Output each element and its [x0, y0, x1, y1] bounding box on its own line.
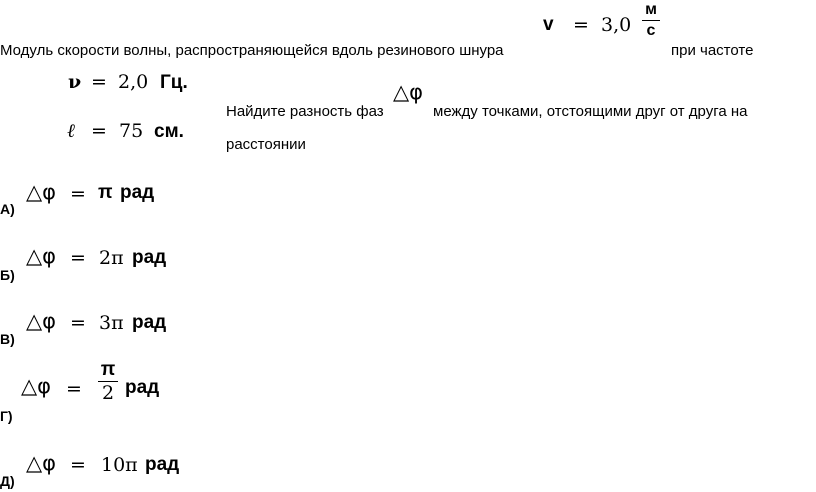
option-g-label: Г): [0, 408, 13, 424]
option-g-lhs: △φ: [21, 374, 52, 398]
option-b-equals: =: [70, 247, 86, 269]
speed-variable: v: [543, 14, 554, 35]
option-a-lhs: △φ: [26, 180, 57, 204]
option-g-unit: рад: [125, 377, 160, 398]
option-d-label: Д): [0, 473, 15, 489]
option-v-equals: =: [70, 312, 86, 334]
option-g-equals: =: [66, 378, 82, 400]
speed-equals: =: [573, 14, 589, 36]
option-a-label: А): [0, 201, 15, 217]
option-v-label: В): [0, 331, 15, 347]
frequency-variable: ν: [68, 71, 82, 93]
option-g-fraction: [98, 360, 118, 403]
length-value: 75: [119, 120, 144, 142]
option-d-value: 10π: [101, 454, 138, 476]
length-equals: =: [91, 120, 107, 142]
option-b-lhs: △φ: [26, 244, 57, 268]
find-after-text: между точками, отстоящими друг от друга на: [433, 103, 748, 120]
speed-unit-numerator: м: [645, 1, 657, 18]
problem-line1-text: Модуль скорости волны, распространяющейся вдоль резинового шнура: [0, 42, 504, 59]
delta-phi-symbol: △φ: [393, 80, 424, 104]
option-d-equals: =: [70, 454, 86, 476]
option-b-label: Б): [0, 267, 15, 283]
find-line2-text: расстоянии: [226, 136, 306, 153]
option-v-unit: рад: [132, 312, 167, 333]
option-v-lhs: △φ: [26, 309, 57, 333]
length-variable: ℓ: [67, 120, 75, 142]
problem-line1-after: при частоте: [671, 42, 754, 59]
option-v-value: 3π: [99, 312, 124, 334]
option-a-equals: =: [70, 183, 86, 205]
option-a-unit: рад: [120, 182, 155, 203]
speed-value: 3,0: [601, 14, 632, 36]
option-b-value: 2π: [99, 247, 124, 269]
option-g-denominator: 2: [101, 382, 115, 404]
speed-unit-fraction: [642, 2, 660, 39]
frequency-equals: =: [91, 71, 107, 93]
find-text: Найдите разность фаз: [226, 103, 384, 120]
option-d-unit: рад: [145, 454, 180, 475]
option-g-numerator: π: [100, 359, 116, 380]
frequency-unit: Гц.: [160, 72, 188, 93]
option-a-value: π: [98, 182, 113, 203]
frequency-value: 2,0: [118, 71, 149, 93]
length-unit: см.: [154, 121, 184, 142]
speed-unit-denominator: с: [646, 22, 656, 39]
option-d-lhs: △φ: [26, 451, 57, 475]
option-b-unit: рад: [132, 247, 167, 268]
fraction-bar: [642, 20, 660, 21]
